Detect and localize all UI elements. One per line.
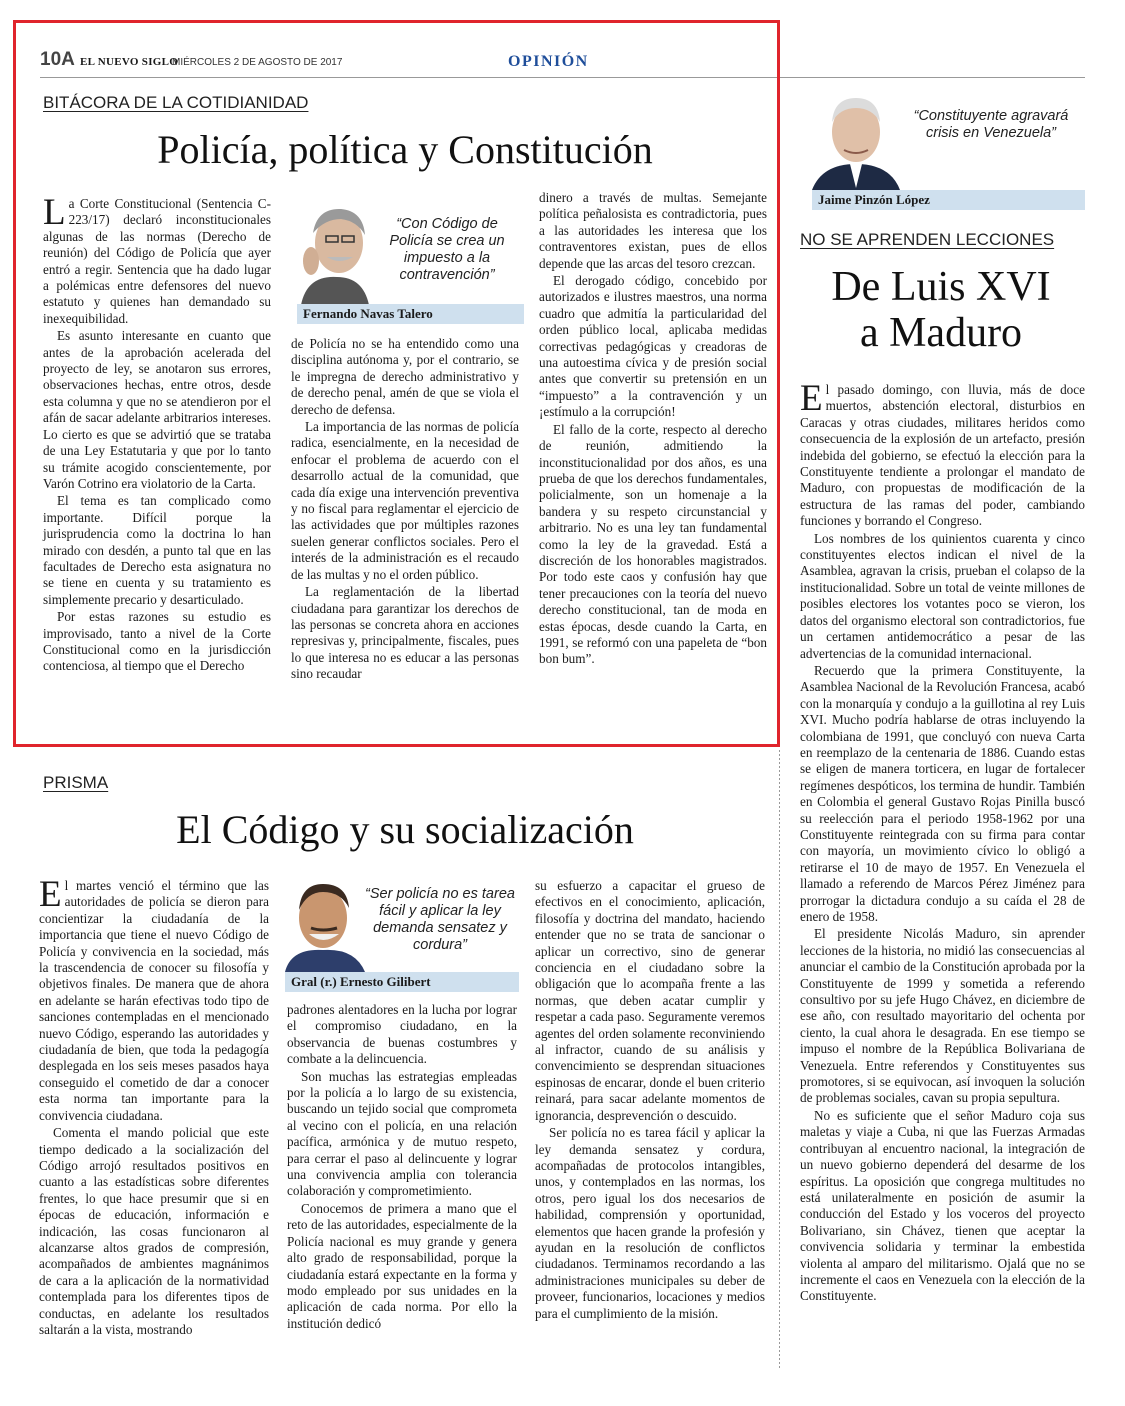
drop-cap: E bbox=[800, 378, 823, 419]
author-box bbox=[808, 92, 1085, 210]
article1-kicker: BITÁCORA DE LA COTIDIANIDAD bbox=[43, 93, 309, 112]
paragraph: No es suficiente que el señor Maduro coja sus maletas y viaje a Cuba, ni que las Fuerzas Armadas contribuyan al encuentro nacional, la integración de un nuevo gobierno dependerá del desarme de los espíritus. La oposición que congrega multitudes no está unilateralmente en posición de asumir la conducción del Estado y los voceros del proyecto Bolivariano, sin Chávez, tienen que aceptar la convivencia solidaria y terminar la embestida violenta al amparo del militarismo. Ojalá que no se incremente el caos en Venezuela con la elección de la Constituyente. bbox=[800, 1107, 1085, 1304]
pull-quote: “Ser policía no es tarea fácil y aplicar la ley demanda sensatez y cordura” bbox=[365, 886, 515, 953]
article2-col1 bbox=[39, 874, 269, 1339]
author-box bbox=[291, 200, 524, 323]
paragraph: El fallo de la corte, respecto al derecho de reunión, admitiendo la inconstitucionalidad por dos años, es una prueba de que los derechos fundamentales, policialmente, son un homenaje a la bandera y su respeto circunstancial y arbitrario. No es una ley tan fundamental como la ley de la gravedad. Está a discreción de los honorables magistrados. Por todo este caos y confusión hay que tener precauciones con la teoría del nuevo derecho constitucional, tan de moda en estas épocas, desde cuando la Carta, en 1991, se reformó con una papeleta de “bon bon bum”. bbox=[539, 421, 767, 667]
paragraph: El derogado código, concebido por autorizados e ilustres maestros, una norma cuadro que admitía la particularidad del orden público local, aplicaba medidas correctivas pedagógicas y creadoras de una autoestima cívica y de presión social antes que convertir su pretensión en un “impuesto” a la contravención y un ¡estímulo a la corrupción! bbox=[539, 273, 767, 420]
paragraph: La Corte Constitucional (Sentencia C-223/17) declaró inconstitucionales algunas de las normas (Derecho de reunión) del Código de Policía que ayer entró a regir. Sentencia que ha dado lugar a polémicas entre defensores del nuevo estatuto y quienes han demandado su inexequibilidad. bbox=[43, 192, 271, 326]
paragraph: su esfuerzo a capacitar el grueso de efectivos en el conocimiento, aplicación, filosofía y doctrina del mandato, haciendo entender que no se trata de sancionar o aplicar un correctivo, sino de generar conciencia en el ciudadano sobre la obligación que lo acompaña frente a las normas, que deben acatar cumplir y respetar a cada paso. Seguramente veremos agentes del orden solamente reconviniendo al infractor, cuando de su análisis y convencimiento se desprendan situaciones espinosas de encarar, donde el buen criterio reinará, para sacar adelante momentos de ignorancia, desprevención o descuido. bbox=[535, 878, 765, 1123]
article2-kicker: PRISMA bbox=[43, 773, 109, 792]
newspaper-name: EL NUEVO SIGLO bbox=[80, 56, 179, 68]
article2-col2 bbox=[287, 1002, 517, 1333]
author-box bbox=[285, 876, 519, 994]
author-photo bbox=[285, 876, 365, 972]
author-photo bbox=[812, 92, 900, 190]
drop-cap: L bbox=[43, 192, 66, 233]
section-title: OPINIÓN bbox=[508, 53, 589, 70]
article1-col1 bbox=[43, 192, 271, 676]
article1-title: Policía, política y Constitución bbox=[157, 127, 653, 172]
article2-title: El Código y su socialización bbox=[176, 807, 634, 852]
paragraph: El pasado domingo, con lluvia, más de doce muertos, abstención electoral, disturbios en Caracas y otras ciudades, militares heridos como consecuencia de la explosión de un artefacto, presión indebida del gobierno, se efectuó la elección para la Constituyente tendiente a prolongar el mandato de Maduro, con propuestas de modificación de la estructura de las ramas del poder, cambiando funciones y borrando el Congreso. bbox=[800, 378, 1085, 529]
article3-title bbox=[796, 264, 1086, 356]
column-divider bbox=[779, 750, 780, 1370]
paragraph: La importancia de las normas de policía radica, esencialmente, en la necesidad de enfocar el problema de acuerdo con el desarrollo actual de la comunidad, que cada día exige una intervención preventiva y no fiscal para reglamentar el ejercicio de las actividades que por múltiples razones suelen generar conflictos sociales. Pero el interés de la administración es el recaudo de las multas y no el orden público. bbox=[291, 419, 519, 582]
author-photo bbox=[297, 203, 369, 305]
paragraph: Por estas razones su estudio es improvisado, tanto a nivel de la Corte Constitucional como en la jurisdicción contenciosa, al tiempo que el Derecho bbox=[43, 609, 271, 674]
author-name: Gral (r.) Ernesto Gilibert bbox=[285, 972, 519, 992]
title-line: a Maduro bbox=[859, 310, 1023, 356]
issue-date: MIÉRCOLES 2 DE AGOSTO DE 2017 bbox=[172, 57, 343, 68]
paragraph: Comenta el mando policial que este tiempo dedicado a la socialización del Código arrojó resultados positivos en cuanto a las estadísticas sobre diferentes frentes, lo que hace presumir que si en épocas de educación, información e indicación, las cosas funcionaron al alcanzarse altos grados de compresión, acompañados de ambientes magnánimos de cara a la aplicación de la normatividad contemplada para los diferentes tipos de conductas, en adelante los resultados saltarán a la vista, mostrando bbox=[39, 1125, 269, 1337]
article1-col2 bbox=[291, 336, 519, 684]
paragraph: La reglamentación de la libertad ciudadana para garantizar los derechos de las personas se concreta ahora en acciones represivas y, principalmente, fiscales, pues lo que interesa no es educar a las personas sino recaudar bbox=[291, 584, 519, 682]
paragraph: Conocemos de primera a mano que el reto de las autoridades, especialmente de la Policía nacional es muy grande y genera alto grado de responsabilidad, porque la ciudadanía estará expectante en la forma y modo empleado por sus unidades en la aplicación de cada norma. Por ello la institución dedicó bbox=[287, 1200, 517, 1331]
paragraph: Los nombres de los quinientos cuarenta y cinco constituyentes electos indican el nivel de la Asamblea, agravan la crisis, prueban el colapso de la institucionalidad. Sobre un total de veinte millones de posibles electores los votantes poco se vieron, los datos del organismo electoral son contradictorios, fue un certamen antidemocrático a pesar de las advertencias de la comunidad internacional. bbox=[800, 530, 1085, 661]
paragraph: dinero a través de multas. Semejante política peñalosista es contradictoria, pues a las autoridades les interesa que los contraventores existan, pues de ellos depende que las arcas del tesoro crezcan. bbox=[539, 190, 767, 271]
article3-kicker: NO SE APRENDEN LECCIONES bbox=[800, 230, 1055, 249]
pull-quote: “Con Código de Policía se crea un impuesto a la contravención” bbox=[389, 216, 505, 283]
paragraph: Recuerdo que la primera Constituyente, la Asamblea Nacional de la Revolución Francesa, acabó con la monarquía y condujo a la guillotina al rey Luis XVI. Mucho podría hablarse de otras incluyendo la colombiana de 1991, que concluyó con nueva Carta en reemplazo de la centenaria de 1886. Cuando estas se eligen de manera torticera, en lugar de fortalecer regímenes despóticos, los termina de hundir. También en Colombia el general Gustavo Rojas Pinilla buscó su reelección para el periodo 1958-1962 por una Constituyente reintegrada con su firma para contar con mayoría, un movimiento cívico lo obligó a retirarse el 10 de mayo de 1957. En Venezuela el llamado a referendo de Marcos Pérez Jiménez para prorrogar la dictadura condujo a su caída el 28 de enero de 1958. bbox=[800, 662, 1085, 924]
paragraph: Es asunto interesante en cuanto que antes de la aprobación acelerada del proyecto de ley, se anotaron sus errores, observaciones hechas, entre otros, desde esta columna y que no se atendieron por el afán de sacar adelante arbitrarios intereses. Lo cierto es que se advirtió que se trataba de una Ley Estatutaria y que por lo tanto su trámite acogido conscientemente, por Varón Cotrino era violatorio de la Carta. bbox=[43, 328, 271, 491]
article1-col3 bbox=[539, 190, 767, 669]
drop-cap: E bbox=[39, 874, 62, 915]
article3-col bbox=[800, 378, 1085, 1306]
paragraph: Son muchas las estrategias empleadas por la policía a lo largo de su existencia, buscando un tejido social que comprometa al vecino con el policía, en una relación pacífica, armónica y de mutuo respeto, para cerrar el paso al delincuente y lograr una convivencia amplia con tolerancia colaboración y comprometimiento. bbox=[287, 1068, 517, 1199]
paragraph: padrones alentadores en la lucha por lograr el compromiso ciudadano, en la observancia de buenas costumbres y combate a la delincuencia. bbox=[287, 1002, 517, 1067]
article2-col3 bbox=[535, 878, 765, 1323]
page-number: 10A bbox=[40, 49, 75, 70]
paragraph: El presidente Nicolás Maduro, sin aprender lecciones de la historia, no midió las consecuencias al anunciar el cambio de la Constitución aprobada por la Constituyente de 1999 y sometida a referendo consultivo por su jefe Hugo Chávez, en diciembre de ese año, con resultado mayoritario del ochenta por ciento, la cual ahora le desagrada. En ese tiempo se impuso el nombre de la República Bolivariana de Venezuela. Entre referendos y Constituyentes sus promotores, si se equivocan, así invoquen la solución de problemas sociales, cavan su propia sepultura. bbox=[800, 926, 1085, 1106]
paragraph: El tema es tan complicado como importante. Difícil porque la jurisprudencia como la doctrina lo han mirado con desdén, a punto tal que en las facultades de Derecho esta asignatura no se tiene en cuenta y su tratamiento es simplemente precario y desarticulado. bbox=[43, 493, 271, 607]
author-name: Jaime Pinzón López bbox=[812, 190, 1085, 210]
author-name: Fernando Navas Talero bbox=[297, 304, 524, 324]
paragraph: de Policía no se ha entendido como una disciplina autónoma y, por el contrario, se le impregna de derecho administrativo y de derecho penal, amén de que se viola el derecho de defensa. bbox=[291, 336, 519, 417]
paragraph: Ser policía no es tarea fácil y aplicar la ley demanda sensatez y cordura, acompañadas de protocolos intangibles, unos, y contemplados en las normas, los otros, pero igual los dos necesarios de habilidad, comprensión y oportunidad, elementos que hacen grande la profesión y ayudan en la resolución de conflictos ciudadanos. Terminamos recordando a las administraciones municipales su deber de proveer, funcionarios, locaciones y medios para el cumplimiento de la misión. bbox=[535, 1125, 765, 1321]
pull-quote: “Constituyente agravará crisis en Venezuela” bbox=[913, 108, 1069, 141]
paragraph: El martes venció el término que las autoridades de policía se dieron para concientizar la ciudadanía de la importancia que tiene el nuevo Código de Policía y convivencia en la sociedad, más la trascendencia de conocer su filosofía y objetivos finales. De manera que de ahora en adelante se harán efectivas todo tipo de sanciones contempladas en el mencionado nuevo Código, esperando las autoridades y ciudadanía de bien, que toda la pedagogía desplegada en los seis meses pasados haya conseguido el cometido de dar a conocer esta norma tan importante para la convivencia ciudadana. bbox=[39, 874, 269, 1123]
title-line: De Luis XVI bbox=[831, 264, 1051, 310]
